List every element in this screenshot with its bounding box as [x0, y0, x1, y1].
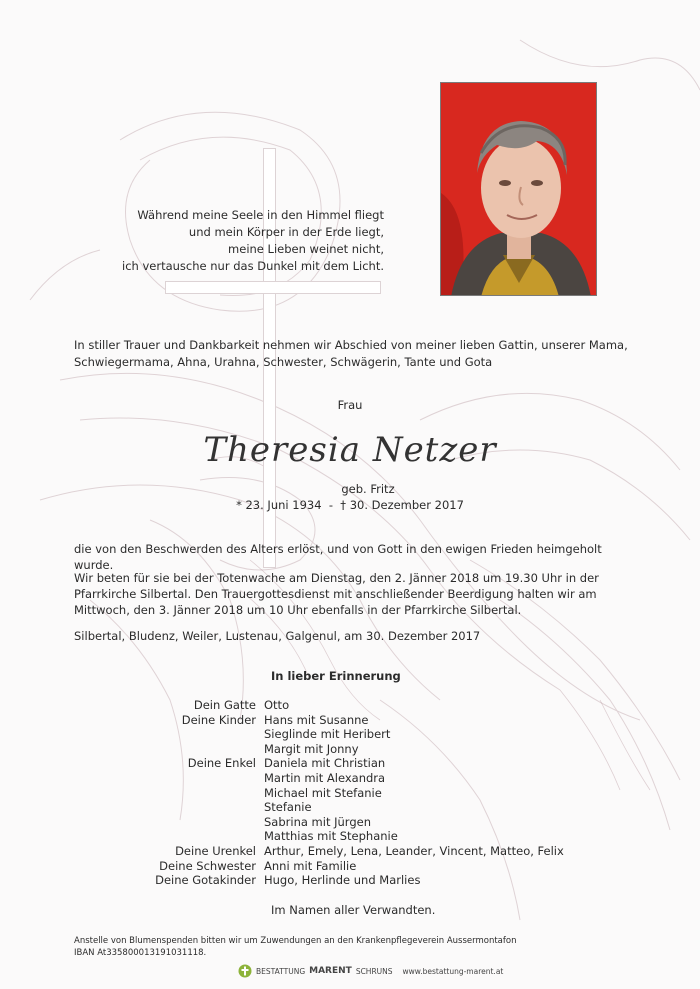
paragraph-services: Wir beten für sie bei der Totenwache am Dienstag, den 2. Jänner 2018 um 19.30 Uhr in der Pfarrkirche Silbertal. Den Trauergottesdienst mit anschließender Beerdigung halten wir am Mittwoch, den 3. Jänner 2018 um 10 Uhr ebenfalls in der Pfarrkirche Silbertal.	[74, 571, 599, 617]
iban-line: IBAN At335800013191031118.	[74, 948, 207, 958]
family-row	[0, 786, 700, 801]
family-list	[0, 698, 700, 888]
family-names: Sabrina mit Jürgen	[264, 814, 371, 829]
brand-prefix: BESTATTUNG	[256, 966, 306, 976]
birth-name: geb. Fritz	[341, 482, 395, 496]
brand-name: MARENT	[309, 966, 352, 976]
closing-line: Im Namen aller Verwandten.	[271, 903, 436, 917]
family-names: Anni mit Familie	[264, 858, 357, 873]
salutation: Frau	[337, 398, 363, 412]
family-role: Deine Enkel	[187, 756, 256, 771]
poem-line: ich vertausche nur das Dunkel mit dem Licht.	[122, 259, 384, 273]
family-role	[0, 742, 264, 757]
family-names: Sieglinde mit Heribert	[264, 727, 391, 742]
family-names: Hans mit Susanne	[264, 712, 369, 727]
family-row	[0, 859, 700, 874]
family-role: Deine Kinder	[181, 712, 256, 727]
donation-note-line: Anstelle von Blumenspenden bitten wir um Zuwendungen an den Krankenpflegeverein Aussermontafon	[74, 936, 517, 946]
family-row	[0, 713, 700, 728]
family-names: Martin mit Alexandra	[264, 770, 386, 785]
intro-text: In stiller Trauer und Dankbarkeit nehmen wir Abschied von meiner lieben Gattin, unserer Mama, Schwiegermama, Ahna, Urahna, Schwester, Schwägerin, Tante und Gota	[74, 338, 628, 369]
family-names: Hugo, Herlinde und Marlies	[264, 873, 421, 888]
family-names: Arthur, Emely, Lena, Leander, Vincent, Matteo, Felix	[264, 843, 564, 858]
brand-url[interactable]: www.bestattung-marent.at	[402, 966, 504, 976]
family-names: Margit mit Jonny	[264, 741, 359, 756]
family-names: Stefanie	[264, 800, 312, 815]
poem-line: meine Lieben weinet nicht,	[228, 242, 384, 256]
funeral-home-brand	[238, 964, 503, 978]
family-row	[0, 756, 700, 771]
family-row	[0, 873, 700, 888]
family-row	[0, 727, 700, 742]
family-names: Michael mit Stefanie	[264, 785, 382, 800]
family-row	[0, 698, 700, 713]
donation-note	[74, 935, 634, 959]
family-names: Daniela mit Christian	[264, 756, 386, 771]
family-row	[0, 844, 700, 859]
family-row	[0, 742, 700, 757]
paragraph-release: die von den Beschwerden des Alters erlöst, und von Gott in den ewigen Frieden heimgeholt wurde.	[74, 542, 602, 572]
family-names: Otto	[264, 698, 290, 712]
family-role: Dein Gatte	[193, 698, 256, 712]
brand-city: SCHRUNS	[355, 966, 393, 976]
family-role	[0, 771, 264, 786]
poem	[122, 207, 384, 275]
portrait-photo	[440, 82, 597, 296]
family-role: Deine Schwester	[159, 858, 256, 873]
family-role	[0, 815, 264, 830]
family-role: Deine Gotakinder	[155, 873, 256, 888]
life-dates: * 23. Juni 1934 - † 30. Dezember 2017	[236, 498, 464, 512]
family-row	[0, 771, 700, 786]
paragraph-places-date: Silbertal, Bludenz, Weiler, Lustenau, Galgenul, am 30. Dezember 2017	[74, 629, 481, 643]
family-role	[0, 727, 264, 742]
family-row	[0, 829, 700, 844]
memory-heading: In lieber Erinnerung	[271, 669, 401, 683]
poem-line: Während meine Seele in den Himmel fliegt	[137, 208, 384, 222]
family-row	[0, 800, 700, 815]
family-role	[0, 786, 264, 801]
cross-horizontal	[165, 281, 381, 294]
deceased-name: Theresia Netzer	[203, 430, 497, 470]
cross-logo-icon	[238, 964, 252, 978]
poem-line: und mein Körper in der Erde liegt,	[188, 225, 384, 239]
family-role	[0, 800, 264, 815]
family-names: Matthias mit Stephanie	[264, 829, 398, 844]
family-row	[0, 815, 700, 830]
family-role	[0, 829, 264, 844]
family-role: Deine Urenkel	[175, 843, 256, 858]
